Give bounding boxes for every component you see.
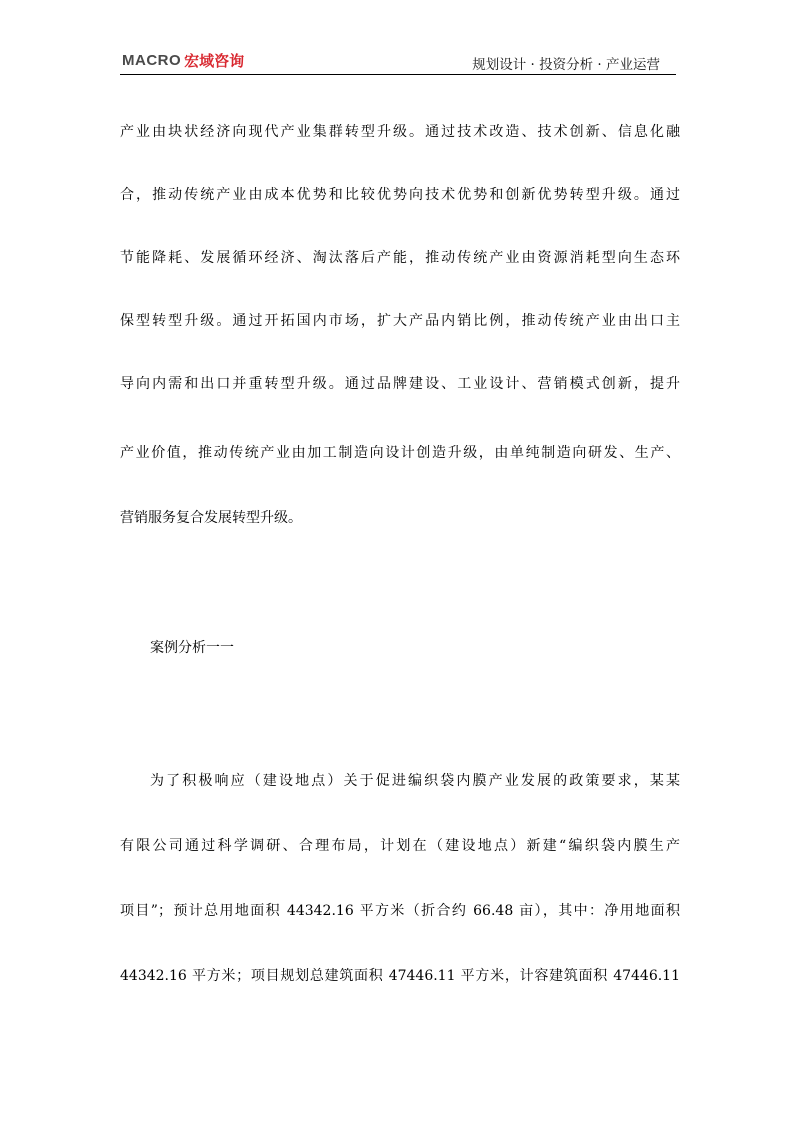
paragraph-line: 为了积极响应（建设地点）关于促进编织袋内膜产业发展的政策要求，某某 [150,773,680,789]
paragraph-line: 项目”；预计总用地面积 44342.16 平方米（折合约 66.48 亩），其中：净用地面积 [120,903,680,919]
header-tagline: 规划设计 · 投资分析 · 产业运营 [472,57,660,73]
paragraph-line: 导向内需和出口并重转型升级。通过品牌建设、工业设计、营销模式创新，提升 [120,376,680,392]
paragraph-line: 营销服务复合发展转型升级。 [120,510,302,526]
company-logo [122,50,244,70]
page-header [120,44,676,75]
paragraph-line: 节能降耗、发展循环经济、淘汰落后产能，推动传统产业由资源消耗型向生态环 [120,250,680,266]
paragraph-line: 有限公司通过科学调研、合理布局，计划在（建设地点）新建“编织袋内膜生产 [120,838,680,854]
paragraph-line: 保型转型升级。通过开拓国内市场，扩大产品内销比例，推动传统产业由出口主 [120,313,680,329]
section-heading: 案例分析一一 [150,640,234,656]
logo-latin-text: MACRO [122,51,182,69]
paragraph-line: 44342.16 平方米；项目规划总建筑面积 47446.11 平方米，计容建筑面积 47446.11 [120,968,680,984]
paragraph-line: 合，推动传统产业由成本优势和比较优势向技术优势和创新优势转型升级。通过 [120,187,680,203]
logo-cjk-text: 宏域咨询 [184,51,245,70]
paragraph-line: 产业由块状经济向现代产业集群转型升级。通过技术改造、技术创新、信息化融 [120,124,680,140]
paragraph-line: 产业价值，推动传统产业由加工制造向设计创造升级，由单纯制造向研发、生产、 [120,445,680,461]
